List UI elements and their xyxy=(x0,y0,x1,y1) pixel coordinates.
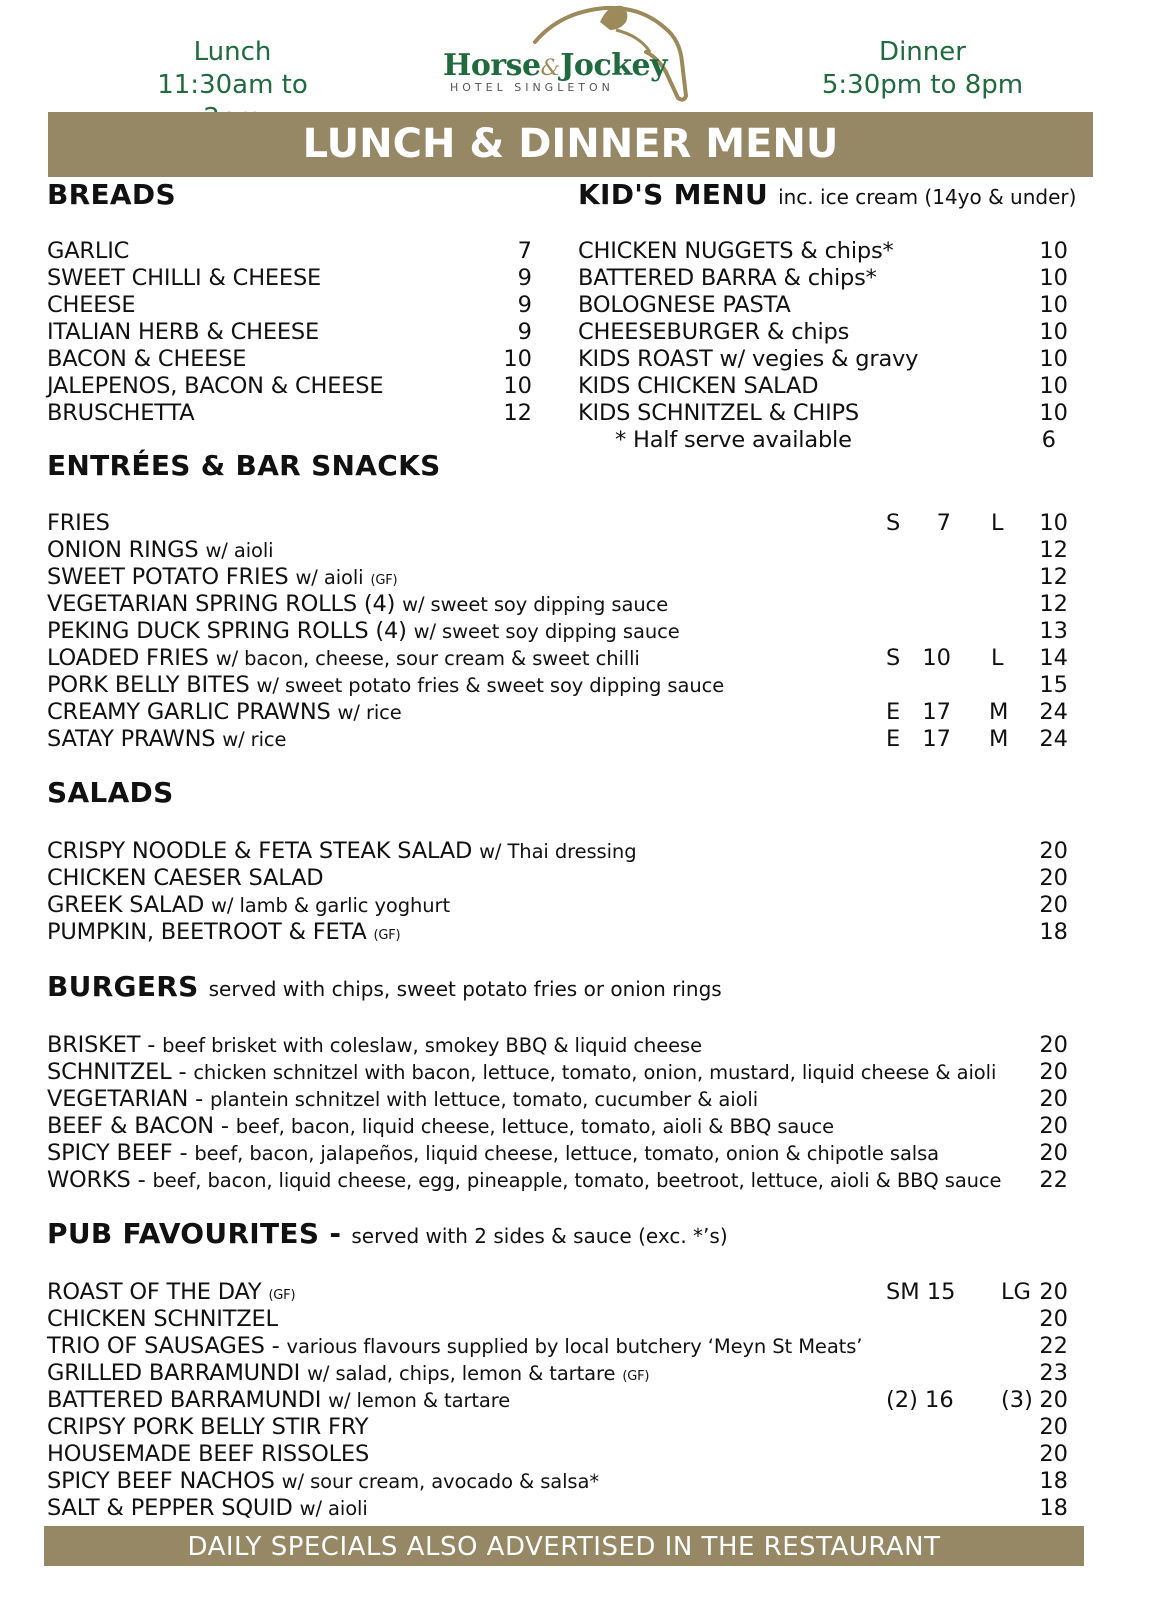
kids-heading xyxy=(578,178,1076,211)
small-size-price: SM 15 xyxy=(886,1279,956,1305)
lunch-time: 11:30am to xyxy=(157,70,308,100)
daily-specials-banner xyxy=(44,1526,1084,1566)
item-price: 10 xyxy=(1039,346,1068,372)
item-price: 13 xyxy=(1039,618,1068,644)
item-price: 9 xyxy=(517,292,532,318)
item-price: 10 xyxy=(503,346,532,372)
item-price: 10 xyxy=(1039,319,1068,345)
pub-heading xyxy=(47,1217,728,1250)
item-price: 20 xyxy=(1039,1441,1068,1467)
list-item: ROAST OF THE DAY (GF) xyxy=(47,1279,296,1305)
large-size-label: (3) xyxy=(1001,1387,1033,1413)
item-price: 12 xyxy=(503,400,532,426)
logo-word-horse: Horse xyxy=(443,48,541,83)
list-item: BACON & CHEESE xyxy=(47,346,247,372)
list-item: BRISKET - beef brisket with coleslaw, smokey BBQ & liquid cheese xyxy=(47,1032,703,1058)
list-item: PEKING DUCK SPRING ROLLS (4) w/ sweet soy dipping sauce xyxy=(47,618,680,644)
logo-subtitle: HOTEL SINGLETON xyxy=(450,81,614,94)
kids-title: KID'S MENU xyxy=(578,178,769,211)
list-item: BOLOGNESE PASTA xyxy=(578,292,791,318)
list-item: PUMPKIN, BEETROOT & FETA (GF) xyxy=(47,919,401,945)
list-item: SPICY BEEF NACHOS w/ sour cream, avocado & salsa* xyxy=(47,1468,599,1494)
large-size-label: M xyxy=(989,699,1009,725)
item-price: 10 xyxy=(503,373,532,399)
item-price: 6 xyxy=(1041,427,1056,453)
item-price: 18 xyxy=(1039,919,1068,945)
list-item: FRIES xyxy=(47,510,110,536)
dinner-time: 5:30pm to 8pm xyxy=(821,70,1024,100)
lunch-label: Lunch xyxy=(193,37,272,67)
list-item: ONION RINGS w/ aioli xyxy=(47,537,274,563)
small-size-label: S xyxy=(886,645,901,671)
item-price: 23 xyxy=(1039,1360,1068,1386)
list-item: CHICKEN SCHNITZEL xyxy=(47,1306,278,1332)
item-price: 20 xyxy=(1039,1113,1068,1139)
large-size-label: M xyxy=(989,726,1009,752)
dinner-hours xyxy=(815,36,1030,102)
item-price: 10 xyxy=(1039,292,1068,318)
item-price: 20 xyxy=(1039,1387,1068,1413)
entrees-heading: ENTRÉES & BAR SNACKS xyxy=(47,449,441,482)
item-price: 22 xyxy=(1039,1167,1068,1193)
item-price: 7 xyxy=(517,238,532,264)
item-price: 20 xyxy=(1039,865,1068,891)
item-price: 20 xyxy=(1039,838,1068,864)
item-price: 20 xyxy=(1039,1140,1068,1166)
list-item: CHICKEN CAESER SALAD xyxy=(47,865,324,891)
pub-note: served with 2 sides & sauce (exc. *’s) xyxy=(351,1224,728,1248)
list-item: SPICY BEEF - beef, bacon, jalapeños, liquid cheese, lettuce, tomato, onion & chipotle salsa xyxy=(47,1140,940,1166)
item-price: 24 xyxy=(1039,699,1068,725)
large-size-label: LG xyxy=(1001,1279,1031,1305)
hotel-logo xyxy=(440,0,710,110)
dinner-label: Dinner xyxy=(879,37,966,67)
item-price: 15 xyxy=(1039,672,1068,698)
item-price: 9 xyxy=(517,319,532,345)
list-item: KIDS CHICKEN SALAD xyxy=(578,373,819,399)
list-item: GRILLED BARRAMUNDI w/ salad, chips, lemon & tartare (GF) xyxy=(47,1360,650,1386)
list-item: SCHNITZEL - chicken schnitzel with bacon, lettuce, tomato, onion, mustard, liquid cheese & aioli xyxy=(47,1059,997,1085)
list-item: BATTERED BARRA & chips* xyxy=(578,265,877,291)
small-size-label: E xyxy=(886,726,901,752)
item-price: 20 xyxy=(1039,1086,1068,1112)
list-item: TRIO OF SAUSAGES - various flavours supplied by local butchery ‘Meyn St Meats’ xyxy=(47,1333,863,1359)
list-item: KIDS SCHNITZEL & CHIPS xyxy=(578,400,860,426)
item-price: 18 xyxy=(1039,1468,1068,1494)
menu-title: LUNCH & DINNER MENU xyxy=(302,121,839,167)
item-price: 10 xyxy=(1039,510,1068,536)
small-size-price: 10 xyxy=(922,645,951,671)
logo-ampersand: & xyxy=(540,56,561,81)
item-price: 20 xyxy=(1039,1414,1068,1440)
list-item: BEEF & BACON - beef, bacon, liquid cheese, lettuce, tomato, aioli & BBQ sauce xyxy=(47,1113,835,1139)
item-price: 20 xyxy=(1039,892,1068,918)
item-price: 10 xyxy=(1039,373,1068,399)
small-size-label: S xyxy=(886,510,901,536)
list-item: CRISPY NOODLE & FETA STEAK SALAD w/ Thai dressing xyxy=(47,838,637,864)
item-price: 20 xyxy=(1039,1032,1068,1058)
list-item: CRIPSY PORK BELLY STIR FRY xyxy=(47,1414,369,1440)
item-price: 22 xyxy=(1039,1333,1068,1359)
list-item: SATAY PRAWNS w/ rice xyxy=(47,726,287,752)
list-item: KIDS ROAST w/ vegies & gravy xyxy=(578,346,919,372)
item-price: 20 xyxy=(1039,1059,1068,1085)
pub-title: PUB FAVOURITES - xyxy=(47,1217,342,1250)
list-item: ITALIAN HERB & CHEESE xyxy=(47,319,319,345)
item-price: 24 xyxy=(1039,726,1068,752)
list-item: GREEK SALAD w/ lamb & garlic yoghurt xyxy=(47,892,451,918)
burgers-note: served with chips, sweet potato fries or onion rings xyxy=(208,977,722,1001)
menu-title-banner xyxy=(48,112,1093,177)
logo-word-jockey: Jockey xyxy=(560,48,668,83)
half-serve-note: * Half serve available xyxy=(615,427,852,453)
list-item: BATTERED BARRAMUNDI w/ lemon & tartare xyxy=(47,1387,511,1413)
salads-heading: SALADS xyxy=(47,776,174,809)
small-size-price: 7 xyxy=(936,510,951,536)
list-item: VEGETARIAN SPRING ROLLS (4) w/ sweet soy dipping sauce xyxy=(47,591,669,617)
list-item: GARLIC xyxy=(47,238,130,264)
list-item: CHICKEN NUGGETS & chips* xyxy=(578,238,894,264)
list-item: CREAMY GARLIC PRAWNS w/ rice xyxy=(47,699,402,725)
list-item: HOUSEMADE BEEF RISSOLES xyxy=(47,1441,370,1467)
list-item: SALT & PEPPER SQUID w/ aioli xyxy=(47,1495,368,1521)
list-item: JALEPENOS, BACON & CHEESE xyxy=(47,373,384,399)
burgers-heading xyxy=(47,970,722,1003)
item-price: 10 xyxy=(1039,400,1068,426)
small-size-price: 17 xyxy=(922,726,951,752)
breads-heading: BREADS xyxy=(47,178,176,211)
small-size-price: (2) 16 xyxy=(886,1387,954,1413)
kids-note: inc. ice cream (14yo & under) xyxy=(778,185,1077,209)
list-item: VEGETARIAN - plantein schnitzel with lettuce, tomato, cucumber & aioli xyxy=(47,1086,759,1112)
list-item: BRUSCHETTA xyxy=(47,400,195,426)
list-item: CHEESEBURGER & chips xyxy=(578,319,850,345)
item-price: 18 xyxy=(1039,1495,1068,1521)
burgers-title: BURGERS xyxy=(47,970,199,1003)
item-price: 10 xyxy=(1039,238,1068,264)
item-price: 10 xyxy=(1039,265,1068,291)
list-item: SWEET POTATO FRIES w/ aioli (GF) xyxy=(47,564,398,590)
large-size-label: L xyxy=(991,645,1004,671)
item-price: 12 xyxy=(1039,591,1068,617)
list-item: LOADED FRIES w/ bacon, cheese, sour cream & sweet chilli xyxy=(47,645,640,671)
list-item: WORKS - beef, bacon, liquid cheese, egg, pineapple, tomato, beetroot, lettuce, aioli & BBQ sauce xyxy=(47,1167,1002,1193)
list-item: PORK BELLY BITES w/ sweet potato fries & sweet soy dipping sauce xyxy=(47,672,725,698)
item-price: 14 xyxy=(1039,645,1068,671)
item-price: 20 xyxy=(1039,1279,1068,1305)
item-price: 9 xyxy=(517,265,532,291)
list-item: CHEESE xyxy=(47,292,136,318)
daily-specials-text: DAILY SPECIALS ALSO ADVERTISED IN THE RESTAURANT xyxy=(187,1532,941,1562)
item-price: 12 xyxy=(1039,564,1068,590)
list-item: SWEET CHILLI & CHEESE xyxy=(47,265,322,291)
small-size-price: 17 xyxy=(922,699,951,725)
small-size-label: E xyxy=(886,699,901,725)
item-price: 12 xyxy=(1039,537,1068,563)
large-size-label: L xyxy=(991,510,1004,536)
item-price: 20 xyxy=(1039,1306,1068,1332)
